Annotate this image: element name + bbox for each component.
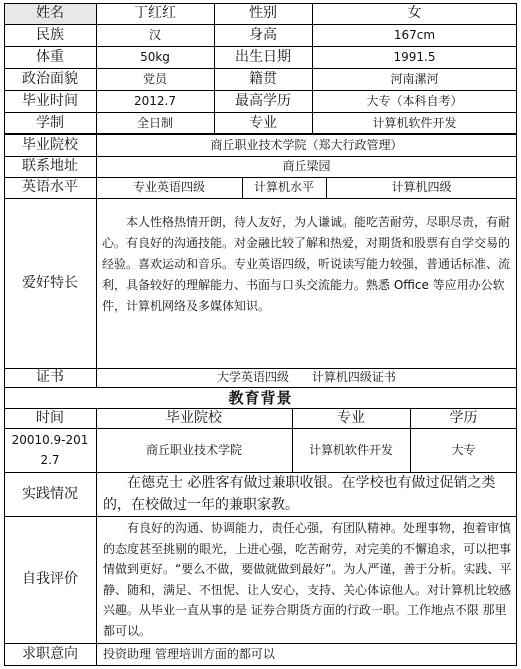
edu-time-cell [4, 428, 96, 472]
edu-school-header: 毕业院校 [166, 409, 222, 426]
origin-label: 籍贯 [249, 70, 277, 87]
politics-label: 政治面貌 [22, 70, 78, 87]
education-title: 教育背景 [228, 388, 293, 407]
computer-value: 计算机四级 [391, 180, 452, 195]
major-label: 专业 [249, 114, 277, 131]
edu-degree-header: 学历 [449, 409, 478, 426]
edu-major-value: 计算机软件开发 [308, 442, 393, 457]
address-value: 商丘梁园 [282, 159, 331, 174]
edu-school-value: 商丘职业技术学院 [145, 442, 242, 457]
english-label: 英语水平 [22, 179, 78, 196]
col-divider [214, 3, 215, 134]
english-value: 专业英语四级 [132, 180, 205, 195]
edu-time-header: 时间 [36, 409, 64, 426]
ethnicity-value: 汉 [148, 27, 161, 42]
rule [4, 177, 517, 178]
col-divider [242, 177, 243, 198]
ethnicity-label: 民族 [36, 26, 64, 43]
weight-value: 50kg [140, 49, 170, 64]
rule [4, 387, 517, 388]
col-divider [96, 3, 97, 387]
rule [4, 368, 517, 369]
border-top [4, 3, 517, 4]
rule [4, 90, 517, 91]
rule [4, 428, 517, 429]
edu-degree-value: 大专 [451, 442, 476, 457]
border-left [4, 3, 5, 666]
name-label: 姓名 [4, 3, 96, 24]
border-bottom [4, 665, 517, 666]
study-value: 全日制 [136, 115, 173, 130]
birth-label: 出生日期 [235, 48, 291, 65]
self-eval-label: 自我评价 [22, 571, 78, 588]
rule [4, 68, 517, 69]
grad-time-value: 2012.7 [134, 93, 176, 108]
name-value: 丁红红 [134, 5, 176, 22]
col-divider [326, 177, 327, 198]
rule [4, 156, 517, 157]
rule [4, 24, 517, 25]
height-label: 身高 [249, 26, 277, 43]
school-value: 商丘职业技术学院（郑大行政管理） [210, 137, 403, 152]
job-value: 投资助理 管理培训方面的都可以 [103, 647, 275, 662]
degree-label: 最高学历 [235, 92, 291, 109]
rule [4, 516, 517, 517]
rule [4, 112, 517, 113]
edu-time-line1: 20010.9-201 [11, 433, 89, 447]
rule [4, 198, 517, 199]
rule [4, 408, 517, 409]
certificates-label: 证书 [36, 369, 64, 386]
gender-value: 女 [407, 5, 422, 22]
col-divider [410, 408, 411, 472]
birth-value: 1991.5 [393, 49, 436, 64]
degree-value: 大专（本科自考） [366, 93, 463, 108]
col-divider [96, 408, 97, 666]
edu-major-header: 专业 [337, 409, 365, 426]
practice-text: 在德克士 必胜客有做过兼职收银。在学校也有做过促销之类的，在校做过一年的兼职家教。 [103, 475, 496, 513]
rule [4, 46, 517, 47]
gender-label: 性别 [249, 5, 277, 22]
self-eval-text: 有良好的沟通、协调能力，责任心强，有团队精神。处理事物，抱着审慎的态度甚至挑剔的眼光，上进心强，吃苦耐劳，对完美的不懈追求，可以把事情做到更好。“要么不做，要做就做到最好”。为人严谨，善于分析。实践、平静、随和，满足、不忸怩、让人安心，支持、关心体谅他人。对计算机比较感兴趣。从毕业一直从事的是 证券合期货方面的行政一职。工作地点不限 那里都可以。 [103, 521, 512, 638]
rule [4, 472, 517, 473]
col-divider [312, 3, 313, 134]
hobbies-text: 本人性格热情开朗，待人友好，为人谦诚。能吃苦耐劳，尽职尽责，有耐心。有良好的沟通技能。对金融比较了解和热爱，对期货和股票有自学交易的经验。喜欢运动和音乐。专业英语四级，听说读写能力较强，普通话标准、流利，具备较好的理解能力、书面与口头交流能力。熟悉 Office 等应用办公软件，计算机网络及多媒体知识。 [102, 215, 511, 313]
job-label: 求职意向 [22, 646, 78, 663]
school-label: 毕业院校 [22, 136, 78, 153]
border-right [516, 3, 517, 666]
hobbies-label: 爱好特长 [22, 274, 78, 291]
height-value: 167cm [393, 27, 436, 42]
weight-label: 体重 [36, 48, 64, 65]
rule-thick [4, 133, 517, 135]
major-value: 计算机软件开发 [372, 115, 457, 130]
resume-form [4, 3, 517, 666]
grad-time-label: 毕业时间 [22, 92, 78, 109]
edu-time-line2: 2.7 [40, 453, 60, 467]
col-divider [292, 408, 293, 472]
politics-value: 党员 [142, 71, 167, 86]
practice-label: 实践情况 [22, 485, 78, 502]
certificates-value: 大学英语四级 计算机四级证书 [217, 370, 396, 385]
study-label: 学制 [36, 114, 64, 131]
rule [4, 643, 517, 644]
origin-value: 河南漯河 [390, 71, 439, 86]
address-label: 联系地址 [22, 158, 78, 175]
computer-label: 计算机水平 [253, 180, 314, 195]
